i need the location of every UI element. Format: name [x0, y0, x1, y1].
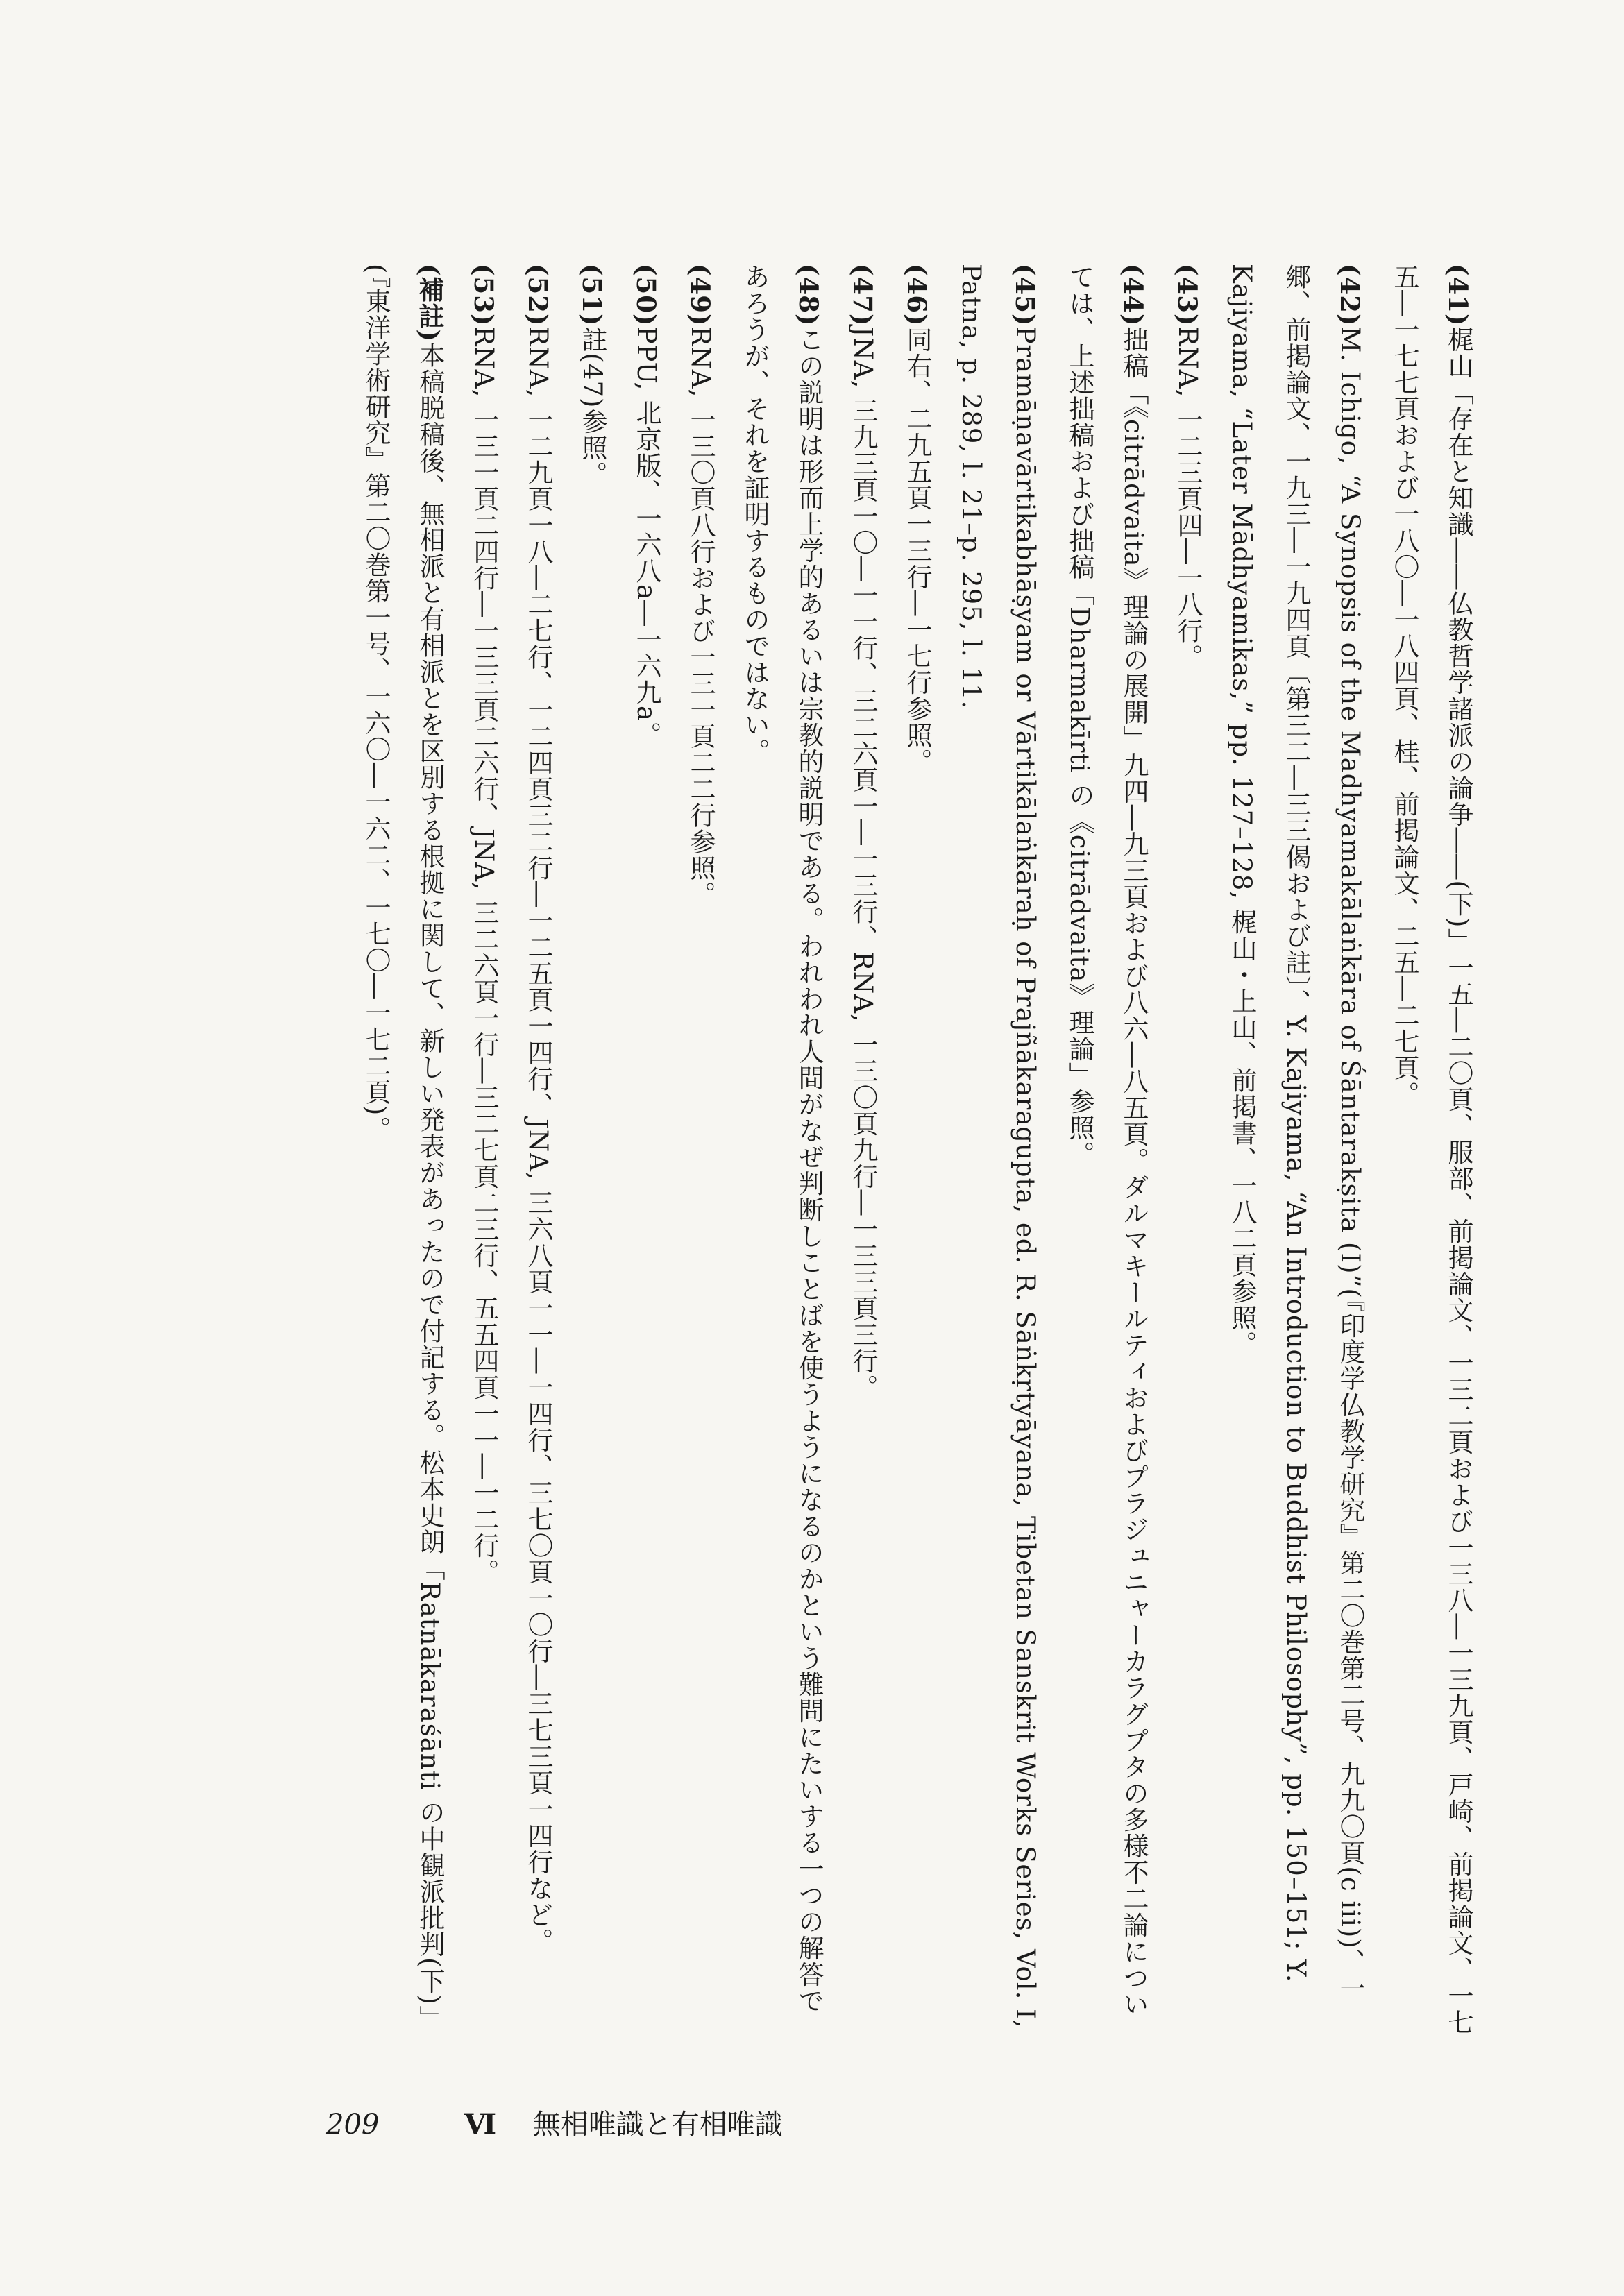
page-number: 209	[326, 2109, 380, 2141]
endnote-53	[457, 264, 511, 2040]
endnote-number: (48)	[793, 264, 824, 327]
endnote-text: 拙稿「《citrādvaita》理論の展開」九四―九三頁および八六―八五頁。ダルマキールティおよびプラジュニャーカラグプタの多様不二論については、上述拙稿および拙稿「Dharmakīrti の《citrādvaita》理論」参照。	[1065, 264, 1149, 2018]
endnote-text: 註(47)参照。	[577, 326, 607, 488]
endnote-supplement	[348, 264, 457, 2040]
endnote-number: (45)	[1010, 264, 1040, 327]
endnote-text: 梶山「存在と知識――仏教哲学諸派の論争――(下)」一五―二〇頁、服部、前掲論文、一三二頁および一三八―一三九頁、戸崎、前掲論文、一七五―一七七頁および一八〇―一八四頁、桂、前掲論文、二五―二七頁。	[1389, 264, 1473, 2036]
endnote-number: (52)	[523, 264, 553, 327]
endnote-number: (53)	[468, 264, 499, 327]
endnote-text: Pramāṇavārtikabhāṣyam or Vārtikālaṅkāraḥ of Prajñākaragupta, ed. R. Sāṅkṛtyāyana, Tibetan Sanskrit Works Series, Vol. I, Patna, p. 289, l. 21–p. 295, l. 11.	[956, 264, 1040, 2029]
endnote-50	[619, 264, 673, 2040]
endnote-text: RNA, 一二九頁一八―二七行、一二四頁三二行―一二五頁一四行、JNA, 三六八頁一一―一四行、三七〇頁一〇行―三七三頁一四行など。	[523, 326, 553, 1955]
part-label: Ⅵ	[464, 2108, 497, 2141]
endnote-text: この説明は形而上学的あるいは宗教的説明である。われわれ人間がなぜ判断しことばを使うようになるのかという難問にたいする一つの解答であろうが、それを証明するものではない。	[740, 264, 824, 2014]
endnote-45	[944, 264, 1052, 2040]
endnote-text: JNA, 三九三頁一〇―一一行、三二六頁一―一三行、RNA, 一三〇頁九行―一三三頁三行。	[848, 326, 878, 1401]
endnote-51	[565, 264, 619, 2040]
endnote-text: RNA, 一三一頁二四行―一三三頁二六行、JNA, 三二六頁一行―三二七頁二三行、五五四頁一一―一二行。	[469, 326, 499, 1585]
endnote-text: 本稿脱稿後、無相派と有相派とを区別する根拠に関して、新しい発表があったので付記する。松本史朗「Ratnākaraśānti の中観派批判(下)」(『東洋学術研究』第二〇巻第一号、一六〇―一六二、一七〇―一七二頁)。	[361, 264, 445, 2032]
endnote-number: (49)	[685, 264, 716, 327]
endnote-number: (補註)	[414, 264, 445, 343]
endnote-42	[1215, 264, 1377, 2040]
endnote-41	[1377, 264, 1485, 2040]
endnote-number: (43)	[1172, 264, 1203, 327]
endnote-number: (41)	[1443, 264, 1473, 327]
endnote-text: RNA, 一二三頁四―一八行。	[1173, 326, 1203, 670]
endnote-text: 同右、二九五頁一三行―一七行参照。	[902, 326, 932, 775]
endnote-number: (47)	[847, 264, 878, 327]
page-footer	[326, 2102, 783, 2142]
endnote-text: RNA, 一三〇頁八行および一三一頁二二行参照。	[686, 326, 716, 908]
endnote-number: (42)	[1335, 264, 1365, 327]
endnote-number: (50)	[631, 264, 661, 327]
endnote-number: (44)	[1118, 264, 1149, 327]
endnote-43	[1160, 264, 1215, 2040]
endnote-44	[1052, 264, 1160, 2040]
chapter-title: 無相唯識と有相唯識	[532, 2109, 783, 2141]
endnote-number: (51)	[577, 264, 607, 327]
endnote-number: (46)	[902, 264, 932, 327]
endnote-47	[836, 264, 890, 2040]
endnote-49	[673, 264, 727, 2040]
endnotes-column	[348, 264, 1485, 2040]
endnote-48	[727, 264, 836, 2040]
endnote-46	[890, 264, 944, 2040]
endnote-text: PPU, 北京版、一六八a―一六九a。	[632, 326, 661, 749]
endnote-text: M. Ichigo, “A Synopsis of the Madhyamakālaṅkāra of Śāntarakṣita (I)”(『印度学仏教学研究』第二〇巻第二号、九九〇頁(c iii))、一郷、前掲論文、一九三―一九四頁〔第三二―三三偈および註〕、Y. Kajiyama, “An Introduction to Buddhist Philosophy”, pp. 150–151; Y. Kajiyama, “Later Mādhyamikas,” pp. 127–128, 梶山・上山、前掲書、一八二頁参照。	[1227, 264, 1365, 2002]
endnote-52	[511, 264, 565, 2040]
